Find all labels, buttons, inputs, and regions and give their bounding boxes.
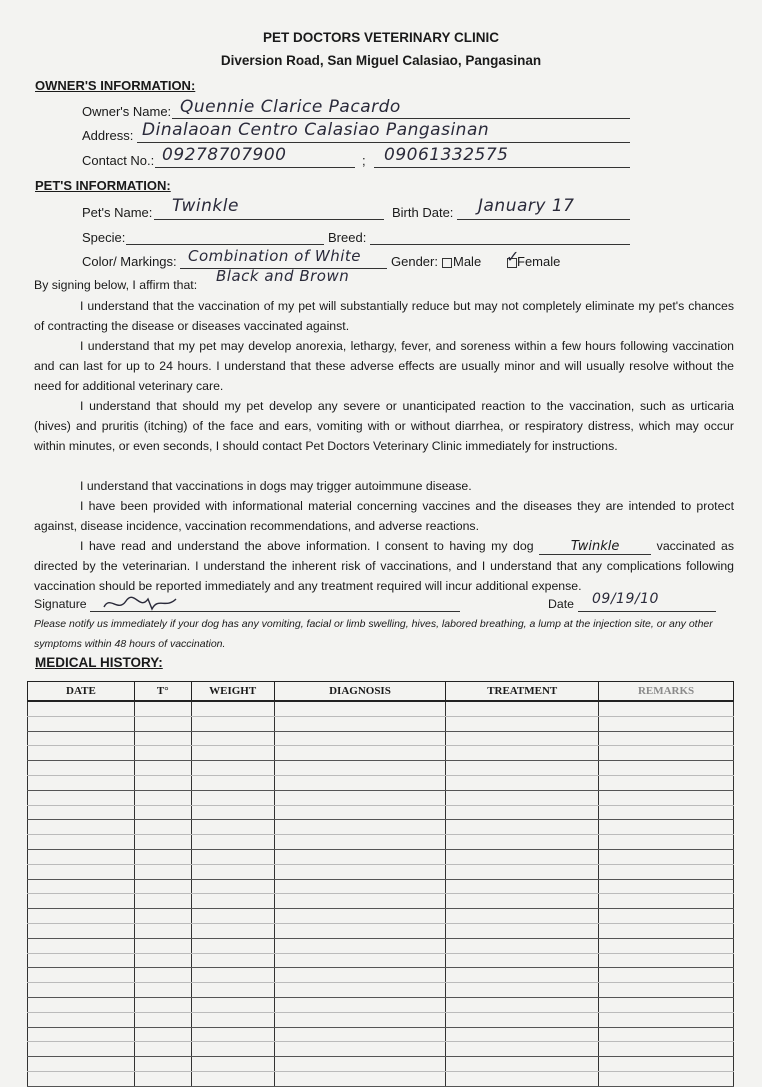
owner-name-value: Quennie Clarice Pacardo <box>180 97 401 117</box>
table-row <box>28 775 734 790</box>
table-cell <box>28 909 135 924</box>
table-cell <box>274 775 446 790</box>
table-cell <box>191 820 274 835</box>
table-header-row <box>28 682 734 702</box>
gender-male-label: Male <box>453 254 482 269</box>
table-row <box>28 894 734 909</box>
table-cell <box>274 835 446 850</box>
color-markings-value-1: Combination of White <box>188 247 361 265</box>
address-label: Address: <box>82 128 134 143</box>
table-cell <box>274 731 446 746</box>
table-cell <box>599 997 734 1012</box>
table-cell <box>446 909 599 924</box>
table-cell <box>134 894 191 909</box>
table-row <box>28 997 734 1012</box>
table-cell <box>134 731 191 746</box>
table-cell <box>28 938 135 953</box>
contact-separator: ; <box>362 153 366 168</box>
table-row <box>28 1042 734 1057</box>
specie-label: Specie: <box>82 230 126 245</box>
pet-info-heading: PET'S INFORMATION: <box>35 178 171 193</box>
clinic-name: PET DOCTORS VETERINARY CLINIC <box>262 30 500 45</box>
table-cell <box>599 953 734 968</box>
table-cell <box>134 997 191 1012</box>
address-value: Dinalaoan Centro Calasiao Pangasinan <box>142 120 490 140</box>
table-cell <box>274 1027 446 1042</box>
table-cell <box>274 805 446 820</box>
table-cell <box>274 701 446 716</box>
signature-label: Signature <box>34 597 87 611</box>
table-cell <box>134 835 191 850</box>
table-row <box>28 849 734 864</box>
color-markings-label: Color/ Markings: <box>82 254 177 269</box>
column-header-treatment: TREATMENT <box>446 682 599 702</box>
table-cell <box>134 849 191 864</box>
table-cell <box>191 1057 274 1072</box>
table-cell <box>191 775 274 790</box>
table-cell <box>446 1027 599 1042</box>
table-cell <box>191 997 274 1012</box>
table-cell <box>446 805 599 820</box>
table-row <box>28 1012 734 1027</box>
table-row <box>28 805 734 820</box>
table-cell <box>191 790 274 805</box>
table-cell <box>446 1042 599 1057</box>
table-cell <box>28 731 135 746</box>
table-cell <box>274 761 446 776</box>
table-cell <box>134 1057 191 1072</box>
table-cell <box>599 761 734 776</box>
table-row <box>28 1027 734 1042</box>
table-cell <box>134 909 191 924</box>
table-cell <box>191 761 274 776</box>
signature-scribble <box>100 593 180 615</box>
table-row <box>28 968 734 983</box>
table-cell <box>28 1057 135 1072</box>
table-row <box>28 923 734 938</box>
table-cell <box>599 775 734 790</box>
table-cell <box>191 879 274 894</box>
table-cell <box>446 746 599 761</box>
table-cell <box>446 968 599 983</box>
consent-dog-name: Twinkle <box>539 540 651 555</box>
table-cell <box>274 1042 446 1057</box>
table-row <box>28 716 734 731</box>
table-cell <box>446 879 599 894</box>
table-cell <box>446 864 599 879</box>
table-cell <box>446 1071 599 1086</box>
table-cell <box>191 1071 274 1086</box>
table-cell <box>274 879 446 894</box>
table-cell <box>446 1012 599 1027</box>
table-cell <box>191 1042 274 1057</box>
contact-value-1: 09278707900 <box>162 145 287 165</box>
table-cell <box>134 820 191 835</box>
table-cell <box>134 805 191 820</box>
table-cell <box>274 1012 446 1027</box>
table-cell <box>191 701 274 716</box>
table-cell <box>134 953 191 968</box>
post-vaccination-note: Please notify us immediately if your dog has any vomiting, facial or limb swelling, hives, labored breathing, a lump at the injection site, or any other symptoms within 48 hours of vaccination. <box>34 618 713 650</box>
table-cell <box>274 746 446 761</box>
table-cell <box>446 849 599 864</box>
table-cell <box>599 805 734 820</box>
table-cell <box>599 1027 734 1042</box>
birth-date-value: January 17 <box>478 196 575 216</box>
table-cell <box>134 746 191 761</box>
table-cell <box>28 983 135 998</box>
table-cell <box>446 716 599 731</box>
table-row <box>28 761 734 776</box>
table-cell <box>191 849 274 864</box>
table-cell <box>599 849 734 864</box>
table-cell <box>191 953 274 968</box>
table-cell <box>274 1057 446 1072</box>
table-row <box>28 1057 734 1072</box>
table-cell <box>446 894 599 909</box>
table-cell <box>191 909 274 924</box>
table-cell <box>134 775 191 790</box>
table-cell <box>191 983 274 998</box>
table-row <box>28 953 734 968</box>
table-cell <box>599 938 734 953</box>
table-cell <box>446 1057 599 1072</box>
table-cell <box>274 864 446 879</box>
table-row <box>28 983 734 998</box>
gender-label: Gender: <box>391 254 438 269</box>
contact-label: Contact No.: <box>82 153 155 168</box>
table-cell <box>28 1071 135 1086</box>
table-row <box>28 835 734 850</box>
table-cell <box>599 968 734 983</box>
table-cell <box>274 968 446 983</box>
table-cell <box>28 835 135 850</box>
table-cell <box>274 894 446 909</box>
table-cell <box>28 775 135 790</box>
table-cell <box>191 968 274 983</box>
table-row <box>28 909 734 924</box>
table-cell <box>134 1012 191 1027</box>
table-cell <box>191 805 274 820</box>
column-header-remarks: REMARKS <box>599 682 734 702</box>
table-cell <box>134 1071 191 1086</box>
table-cell <box>274 938 446 953</box>
table-cell <box>191 731 274 746</box>
table-row <box>28 864 734 879</box>
table-cell <box>191 835 274 850</box>
table-cell <box>274 1071 446 1086</box>
table-cell <box>28 701 135 716</box>
table-cell <box>599 1057 734 1072</box>
table-cell <box>446 835 599 850</box>
table-row <box>28 820 734 835</box>
table-cell <box>446 953 599 968</box>
table-cell <box>134 761 191 776</box>
table-cell <box>134 701 191 716</box>
table-cell <box>599 894 734 909</box>
gender-male-checkbox <box>442 258 452 268</box>
table-cell <box>191 1012 274 1027</box>
medical-history-table <box>27 681 734 1087</box>
table-cell <box>28 923 135 938</box>
table-cell <box>599 820 734 835</box>
pet-name-label: Pet's Name: <box>82 205 153 220</box>
consent-paragraph-6: I have read and understand the above information. I consent to having my dog Twinkle vaccinated as directed by the veterinarian. I understand the inherent risk of vaccinations, and I understand that any complications following vaccination should be reported immediately and any treatment required will incur additional expense. <box>34 539 734 593</box>
table-cell <box>28 746 135 761</box>
consent-intro: By signing below, I affirm that: <box>34 278 198 292</box>
table-cell <box>134 968 191 983</box>
table-cell <box>191 746 274 761</box>
table-cell <box>134 790 191 805</box>
pet-name-value: Twinkle <box>172 196 239 216</box>
column-header-temperature: T° <box>134 682 191 702</box>
breed-label: Breed: <box>328 230 367 245</box>
table-cell <box>274 909 446 924</box>
table-cell <box>274 923 446 938</box>
table-cell <box>134 938 191 953</box>
medical-history-rows <box>28 701 734 1086</box>
table-cell <box>191 894 274 909</box>
table-row <box>28 731 734 746</box>
date-value: 09/19/10 <box>592 591 659 607</box>
consent-paragraph-1: I understand that the vaccination of my pet will substantially reduce but may not completely eliminate my pet's chances of contracting the disease or diseases vaccinated against. <box>34 299 734 333</box>
table-cell <box>28 864 135 879</box>
table-cell <box>446 983 599 998</box>
consent-paragraph-2: I understand that my pet may develop anorexia, lethargy, fever, and soreness within a few hours following vaccination and can last for up to 24 hours. I understand that these adverse effects are usually minor and will usually resolve without the need for additional veterinary care. <box>34 339 734 393</box>
table-cell <box>134 1042 191 1057</box>
table-cell <box>28 716 135 731</box>
table-cell <box>274 953 446 968</box>
consent-paragraph-3: I understand that should my pet develop any severe or unanticipated reaction to the vaccination, such as urticaria (hives) and pruritis (itching) of the face and ears, vomiting with or without diarrhea, or respiratory distress, which may occur within minutes, or even seconds, I should contact Pet Doctors Veterinary Clinic immediately for instructions. <box>34 399 734 453</box>
clinic-address: Diversion Road, San Miguel Calasiao, Pangasinan <box>220 53 542 68</box>
table-cell <box>599 879 734 894</box>
table-cell <box>274 716 446 731</box>
medical-history-heading: MEDICAL HISTORY: <box>35 655 163 670</box>
table-cell <box>28 805 135 820</box>
table-cell <box>446 820 599 835</box>
table-cell <box>28 968 135 983</box>
table-row <box>28 1071 734 1086</box>
table-cell <box>28 894 135 909</box>
table-cell <box>446 997 599 1012</box>
column-header-date: DATE <box>28 682 135 702</box>
table-cell <box>446 761 599 776</box>
gender-female-checkmark: ✓ <box>506 247 520 266</box>
table-cell <box>599 1071 734 1086</box>
table-cell <box>599 923 734 938</box>
table-cell <box>191 923 274 938</box>
table-cell <box>446 938 599 953</box>
table-cell <box>599 1042 734 1057</box>
table-cell <box>446 923 599 938</box>
table-cell <box>28 761 135 776</box>
owner-info-heading: OWNER'S INFORMATION: <box>35 78 196 93</box>
table-row <box>28 879 734 894</box>
contact-value-2: 09061332575 <box>384 145 509 165</box>
table-cell <box>191 864 274 879</box>
table-cell <box>191 716 274 731</box>
birth-date-label: Birth Date: <box>392 205 454 220</box>
table-cell <box>446 731 599 746</box>
table-cell <box>134 983 191 998</box>
table-cell <box>134 716 191 731</box>
table-cell <box>28 997 135 1012</box>
table-cell <box>134 879 191 894</box>
table-cell <box>134 1027 191 1042</box>
table-cell <box>28 1027 135 1042</box>
column-header-diagnosis: DIAGNOSIS <box>274 682 446 702</box>
table-cell <box>446 790 599 805</box>
gender-female-label: Female <box>517 254 561 269</box>
table-cell <box>599 746 734 761</box>
table-cell <box>134 864 191 879</box>
color-markings-value-2: Black and Brown <box>216 267 350 285</box>
table-cell <box>191 938 274 953</box>
table-cell <box>446 701 599 716</box>
table-cell <box>274 790 446 805</box>
table-cell <box>28 953 135 968</box>
table-cell <box>599 790 734 805</box>
table-row <box>28 790 734 805</box>
table-cell <box>28 820 135 835</box>
table-cell <box>28 849 135 864</box>
table-cell <box>28 1012 135 1027</box>
table-row <box>28 746 734 761</box>
table-row <box>28 701 734 716</box>
table-cell <box>274 820 446 835</box>
table-cell <box>599 983 734 998</box>
table-cell <box>599 864 734 879</box>
table-cell <box>446 775 599 790</box>
owner-name-label: Owner's Name: <box>82 104 172 119</box>
table-cell <box>599 731 734 746</box>
table-cell <box>274 983 446 998</box>
table-cell <box>274 849 446 864</box>
table-cell <box>274 997 446 1012</box>
table-cell <box>599 1012 734 1027</box>
column-header-weight: WEIGHT <box>191 682 274 702</box>
consent-paragraph-5: I have been provided with informational material concerning vaccines and the diseases they are intended to protect against, disease incidence, vaccination recommendations, and adverse reactions. <box>34 499 734 533</box>
table-row <box>28 938 734 953</box>
table-cell <box>599 701 734 716</box>
table-cell <box>28 879 135 894</box>
table-cell <box>28 790 135 805</box>
table-cell <box>28 1042 135 1057</box>
table-cell <box>599 909 734 924</box>
table-cell <box>599 716 734 731</box>
date-label: Date <box>548 597 574 611</box>
table-cell <box>191 1027 274 1042</box>
consent-paragraph-4: I understand that vaccinations in dogs may trigger autoimmune disease. <box>80 479 472 493</box>
table-cell <box>599 835 734 850</box>
table-cell <box>134 923 191 938</box>
